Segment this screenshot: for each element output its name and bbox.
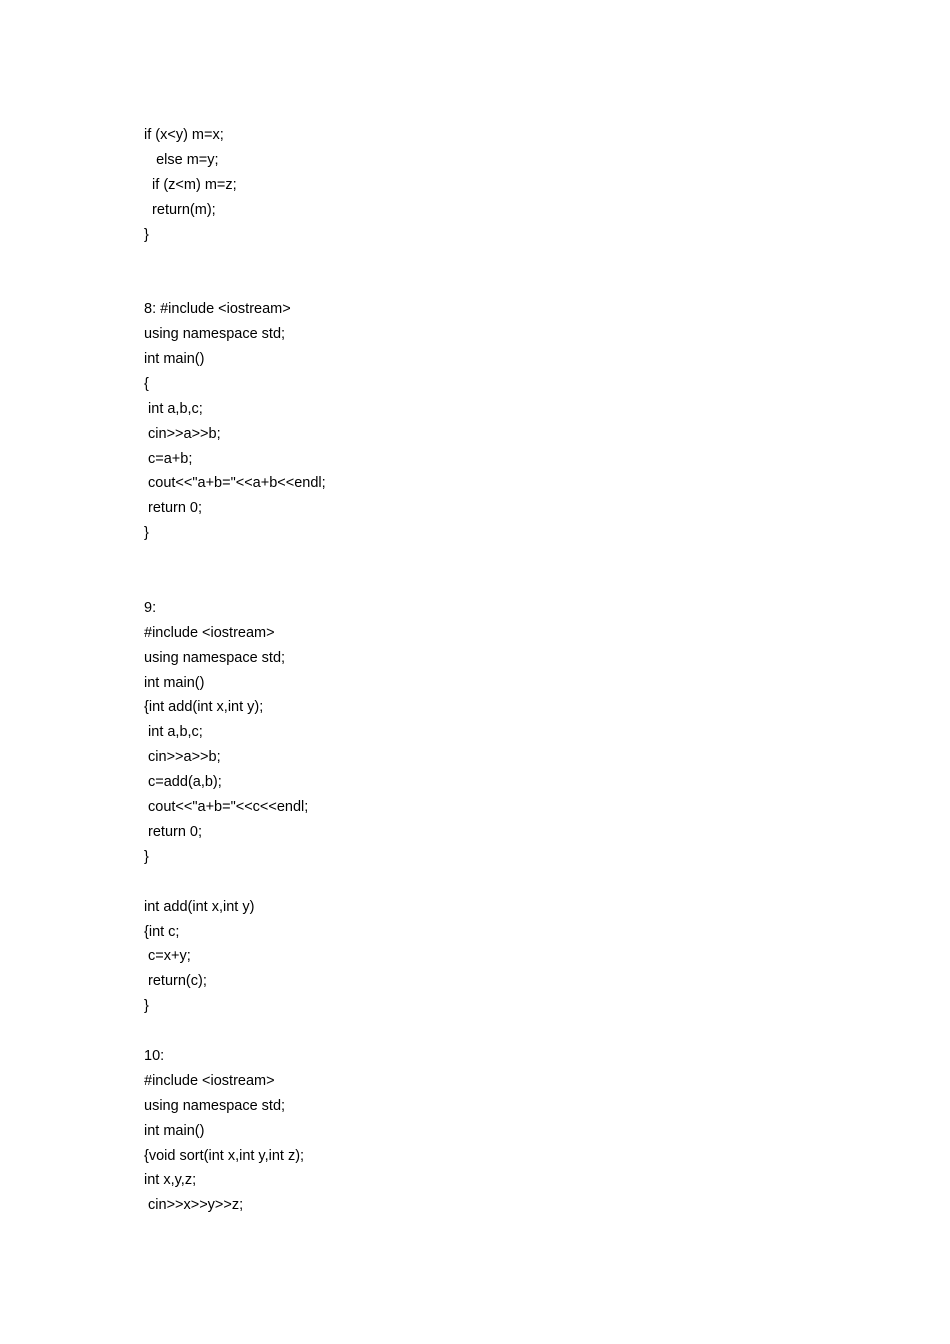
code-line: int main()	[144, 1122, 205, 1139]
code-line: }	[144, 525, 149, 542]
code-line: c=add(a,b);	[144, 774, 222, 791]
code-line: return 0;	[144, 500, 203, 517]
code-line: {int add(int x,int y);	[144, 699, 264, 716]
code-line: {int c;	[144, 923, 180, 940]
code-line: else m=y;	[144, 151, 219, 168]
code-line	[144, 1019, 844, 1044]
code-line: #include <iostream>	[144, 1072, 275, 1089]
code-line	[144, 272, 844, 297]
code-line: {void sort(int x,int y,int z);	[144, 1147, 305, 1164]
code-line: cout<<"a+b="<<a+b<<endl;	[144, 475, 326, 492]
code-line: cout<<"a+b="<<c<<endl;	[144, 799, 309, 816]
code-line: 9:	[144, 599, 157, 616]
code-line: int main()	[144, 351, 205, 368]
code-line: int main()	[144, 674, 205, 691]
code-line: c=x+y;	[144, 948, 191, 965]
code-line	[144, 571, 844, 596]
code-line: #include <iostream>	[144, 624, 275, 641]
code-line: int add(int x,int y)	[144, 898, 255, 915]
code-line: c=a+b;	[144, 450, 193, 467]
code-line	[144, 870, 844, 895]
code-line: int x,y,z;	[144, 1172, 197, 1189]
code-line: cin>>a>>b;	[144, 749, 221, 766]
code-line: }	[144, 226, 149, 243]
code-line: if (x<y) m=x;	[144, 127, 224, 143]
code-line: }	[144, 848, 149, 865]
code-line: int a,b,c;	[144, 400, 203, 417]
code-line: using namespace std;	[144, 649, 286, 666]
code-text-block	[144, 123, 844, 1218]
code-line: using namespace std;	[144, 1097, 286, 1114]
code-line: return 0;	[144, 823, 203, 840]
code-line: 8: #include <iostream>	[144, 301, 291, 318]
code-line	[144, 247, 844, 272]
code-line	[144, 546, 844, 571]
code-line: if (z<m) m=z;	[144, 176, 237, 193]
code-line: return(c);	[144, 973, 207, 990]
code-line: int a,b,c;	[144, 724, 203, 741]
code-line: {	[144, 375, 149, 392]
code-line: cin>>x>>y>>z;	[144, 1197, 244, 1214]
code-line: 10:	[144, 1047, 165, 1064]
code-line: using namespace std;	[144, 326, 286, 343]
code-line: return(m);	[144, 201, 216, 218]
code-line: cin>>a>>b;	[144, 425, 221, 442]
code-line: }	[144, 998, 149, 1015]
